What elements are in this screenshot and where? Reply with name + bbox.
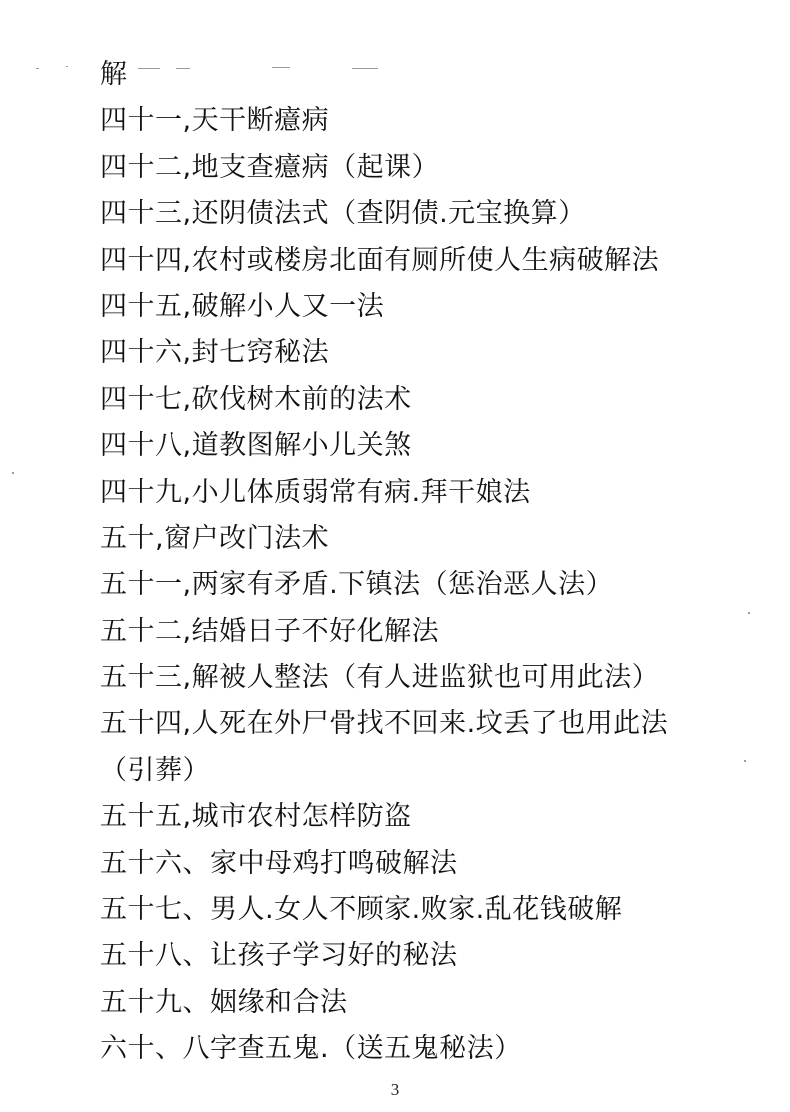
toc-line: 四十九,小儿体质弱常有病.拜干娘法	[100, 476, 531, 508]
table-of-contents	[100, 52, 770, 1073]
toc-line: 五十三,解被人整法（有人进监狱也可用此法）	[100, 662, 660, 694]
toc-line: 五十一,两家有矛盾.下镇法（惩治恶人法）	[100, 569, 614, 601]
toc-line: 四十三,还阴债法式（查阴债.元宝换算）	[100, 198, 586, 230]
toc-line: 四十五,破解小人又一法	[100, 290, 385, 322]
toc-line: 四十四,农村或楼房北面有厕所使人生病破解法	[100, 244, 660, 276]
page-number: 3	[390, 1080, 400, 1099]
toc-line: 五十四,人死在外尸骨找不回来.坟丢了也用此法	[100, 708, 669, 740]
toc-line: 五十五,城市农村怎样防盗	[100, 801, 412, 833]
toc-line: 四十七,砍伐树木前的法术	[100, 383, 412, 415]
toc-line: 五十,窗户改门法术	[100, 522, 330, 554]
toc-line: 五十二,结婚日子不好化解法	[100, 615, 440, 647]
toc-line: 四十一,天干断癔病	[100, 105, 330, 137]
toc-line: 四十六,封七窍秘法	[100, 337, 330, 369]
toc-line: 四十二,地支查癔病（起课）	[100, 151, 440, 183]
toc-line: 五十九、姻缘和合法	[100, 986, 348, 1018]
toc-line: （引葬）	[100, 754, 210, 786]
toc-line: 六十、八字查五鬼.（送五鬼秘法）	[100, 1033, 522, 1065]
toc-line: 解	[100, 59, 128, 90]
toc-line: 五十八、让孩子学习好的秘法	[100, 940, 458, 972]
toc-line: 五十七、男人.女人不顾家.败家.乱花钱破解	[100, 894, 623, 926]
toc-line: 五十六、家中母鸡打鸣破解法	[100, 847, 458, 879]
toc-line: 四十八,道教图解小儿关煞	[100, 430, 412, 462]
